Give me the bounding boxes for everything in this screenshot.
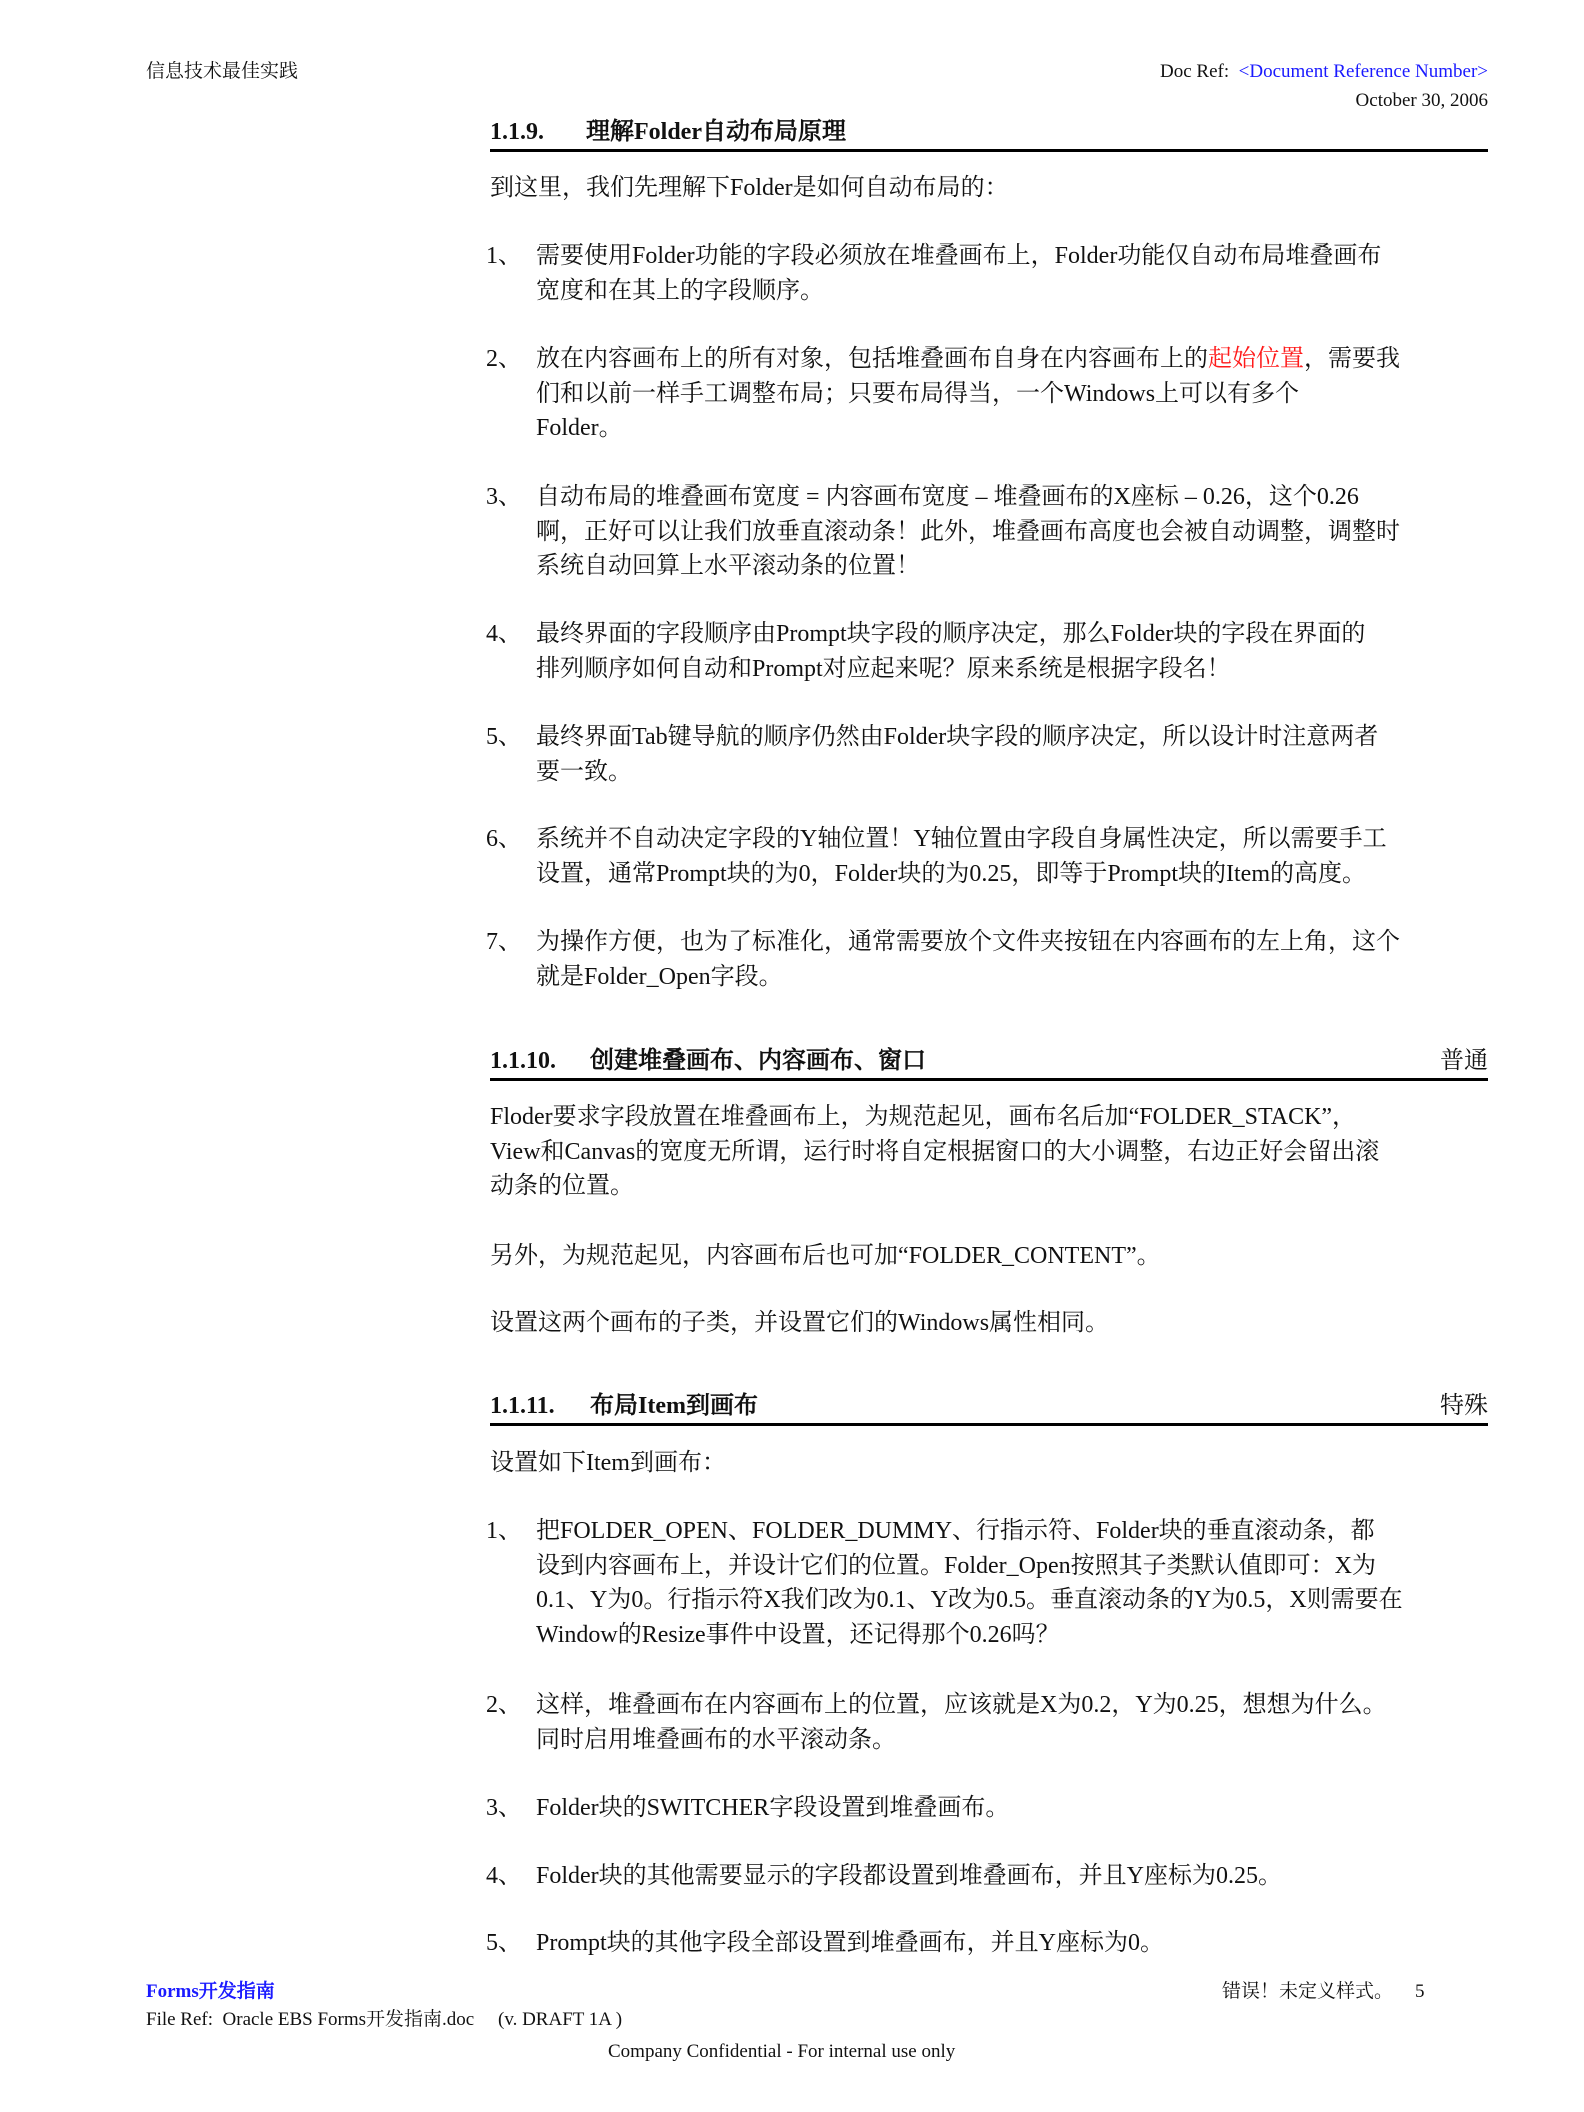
list-line: 同时启用堆叠画布的水平滚动条。 (536, 1726, 896, 1753)
section-heading-1-1-10 (490, 1044, 1488, 1081)
page-number: 5 (1415, 1981, 1425, 2002)
section-title: 理解Folder自动布局原理 (586, 119, 846, 145)
section-tag: 普通 (1440, 1048, 1488, 1074)
footer-style-error: 错误！未定义样式。 (1222, 1981, 1394, 2002)
list-number: 2、 (486, 346, 522, 372)
list-number: 1、 (486, 1518, 522, 1544)
footer-doc-title: Forms开发指南 (146, 1981, 275, 2002)
paragraph-line: 另外，为规范起见，内容画布后也可加“FOLDER_CONTENT”。 (490, 1243, 1161, 1269)
paragraph (490, 1239, 1488, 1274)
footer-confidential: Company Confidential - For internal use only (608, 2041, 956, 2062)
doc-ref-label: Doc Ref: (1160, 61, 1230, 82)
section-number: 1.1.9. (490, 119, 544, 145)
list-line: Folder块的其他需要显示的字段都设置到堆叠画布，并且Y座标为0.25。 (536, 1863, 1282, 1889)
list-line: 就是Folder_Open字段。 (536, 963, 783, 990)
list-line: 啊，正好可以让我们放垂直滚动条！此外，堆叠画布高度也会被自动调整，调整时 (536, 518, 1400, 545)
paragraph (490, 1100, 1488, 1204)
section-number: 1.1.11. (490, 1393, 555, 1419)
section-number: 1.1.10. (490, 1048, 556, 1074)
paragraph-line: 动条的位置。 (490, 1173, 634, 1199)
list-line: 这样，堆叠画布在内容画布上的位置，应该就是X为0.2，Y为0.25，想想为什么。 (536, 1692, 1387, 1718)
list-line: 设到内容画布上，并设计它们的位置。Folder_Open按照其子类默认值即可：X为 (536, 1552, 1376, 1579)
list-line: 宽度和在其上的字段顺序。 (536, 277, 824, 304)
list-number: 5、 (486, 1930, 522, 1956)
list-line: Prompt块的其他字段全部设置到堆叠画布，并且Y座标为0。 (536, 1930, 1165, 1956)
list-line: 排列顺序如何自动和Prompt对应起来呢？原来系统是根据字段名！ (536, 655, 1231, 682)
list-line: 0.1、Y为0。行指示符X我们改为0.1、Y改为0.5。垂直滚动条的Y为0.5，X则需要在 (536, 1587, 1403, 1613)
list-number: 4、 (486, 621, 522, 647)
paragraph-line: 设置这两个画布的子类，并设置它们的Windows属性相同。 (490, 1310, 1110, 1336)
section-title: 布局Item到画布 (590, 1393, 758, 1419)
paragraph-line: Floder要求字段放置在堆叠画布上，为规范起见，画布名后加“FOLDER_STACK”， (490, 1104, 1357, 1130)
footer-file-ref: File Ref: Oracle EBS Forms开发指南.doc (v. DRAFT 1A ) (146, 2009, 623, 2030)
list-line: Window的Resize事件中设置，还记得那个0.26吗？ (536, 1621, 1060, 1648)
section-heading-1-1-9 (490, 115, 1488, 152)
list-text: 放在内容画布上的所有对象，包括堆叠画布自身在内容画布上的 (536, 346, 1208, 372)
list-line: 们和以前一样手工调整布局；只要布局得当，一个Windows上可以有多个 (536, 380, 1300, 407)
list-number: 2、 (486, 1692, 522, 1718)
doc-ref (1160, 60, 1488, 84)
list-number: 4、 (486, 1863, 522, 1889)
paragraph (490, 1306, 1488, 1341)
list-line: 把FOLDER_OPEN、FOLDER_DUMMY、行指示符、Folder块的垂直滚动条，都 (536, 1518, 1375, 1544)
list-line: Folder块的SWITCHER字段设置到堆叠画布。 (536, 1795, 1010, 1821)
section-intro: 设置如下Item到画布： (490, 1450, 726, 1476)
list-line (536, 342, 1491, 377)
header-date: October 30, 2006 (1355, 90, 1488, 111)
list-line: 要一致。 (536, 758, 632, 785)
list-line: Folder。 (536, 415, 623, 441)
list-line: 最终界面Tab键导航的顺序仍然由Folder块字段的顺序决定，所以设计时注意两者 (536, 724, 1379, 750)
list-line: 自动布局的堆叠画布宽度 = 内容画布宽度 – 堆叠画布的X座标 – 0.26，这个0.26 (536, 484, 1359, 510)
list-line: 系统并不自动决定字段的Y轴位置！Y轴位置由字段自身属性决定，所以需要手工 (536, 826, 1387, 852)
list-number: 3、 (486, 484, 522, 510)
section-title: 创建堆叠画布、内容画布、窗口 (590, 1048, 926, 1074)
list-number: 1、 (486, 243, 522, 269)
list-text: ，需要我 (1304, 346, 1400, 372)
list-line: 设置，通常Prompt块的为0，Folder块的为0.25，即等于Prompt块的Item的高度。 (536, 860, 1366, 887)
highlighted-text: 起始位置 (1208, 346, 1304, 372)
list-line: 需要使用Folder功能的字段必须放在堆叠画布上，Folder功能仅自动布局堆叠画布 (536, 243, 1382, 269)
list-line: 系统自动回算上水平滚动条的位置！ (536, 553, 920, 579)
list-line: 最终界面的字段顺序由Prompt块字段的顺序决定，那么Folder块的字段在界面的 (536, 621, 1366, 647)
section-heading-1-1-11 (490, 1389, 1488, 1426)
list-line: 为操作方便，也为了标准化，通常需要放个文件夹按钮在内容画布的左上角，这个 (536, 929, 1400, 955)
section-intro: 到这里，我们先理解下Folder是如何自动布局的： (490, 175, 1009, 201)
list-number: 6、 (486, 826, 522, 852)
doc-ref-value[interactable]: <Document Reference Number> (1238, 61, 1488, 82)
list-number: 7、 (486, 929, 522, 955)
list-number: 3、 (486, 1795, 522, 1821)
section-tag: 特殊 (1440, 1393, 1488, 1419)
paragraph-line: View和Canvas的宽度无所谓，运行时将自定根据窗口的大小调整，右边正好会留出滚 (490, 1138, 1380, 1165)
header-left-title: 信息技术最佳实践 (146, 61, 299, 82)
list-number: 5、 (486, 724, 522, 750)
